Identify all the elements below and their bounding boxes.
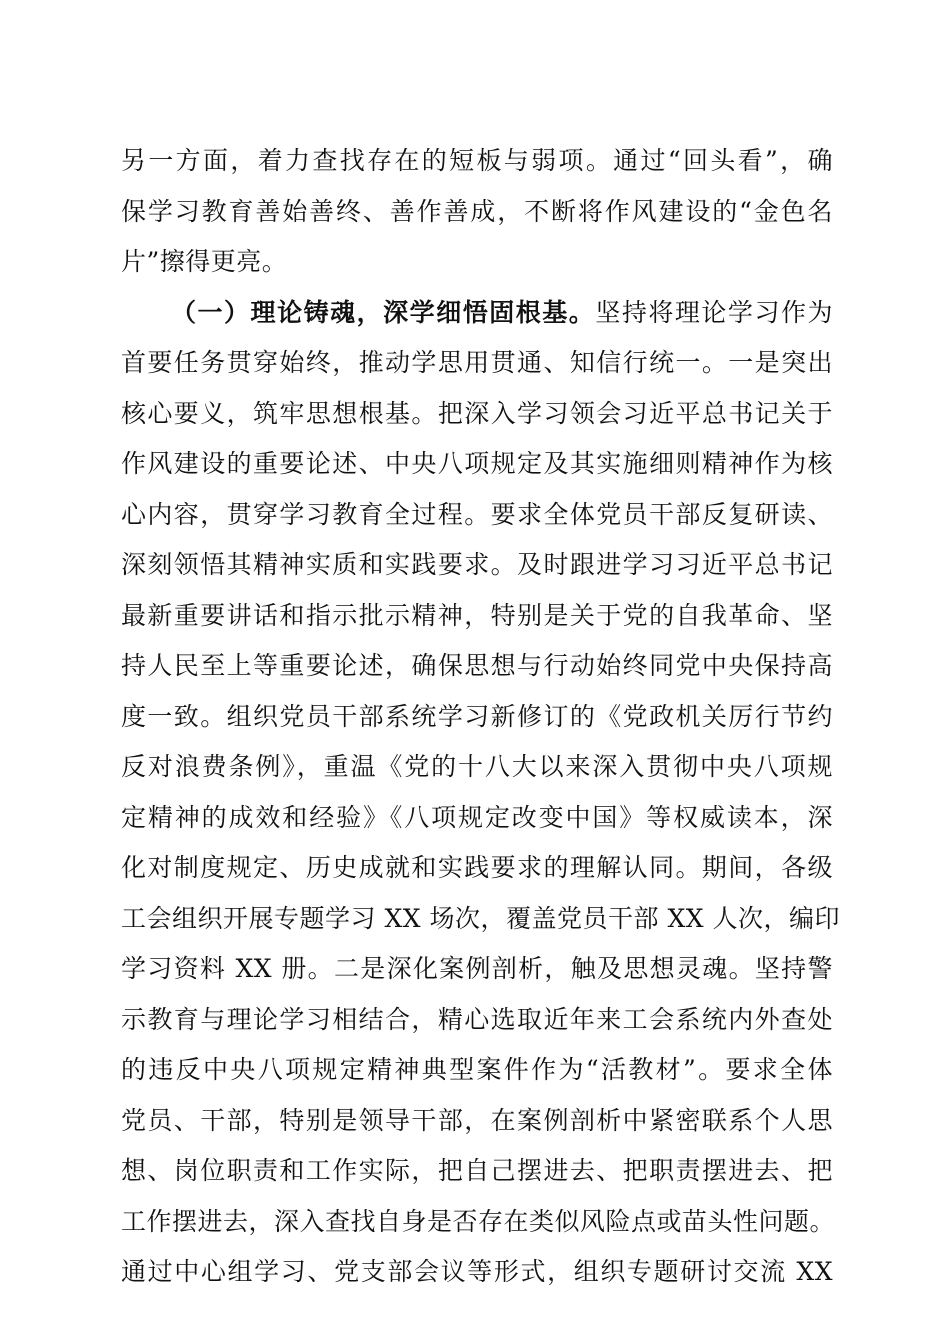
paragraph-line: 的违反中央八项规定精神典型案件作为“活教材”。要求全体	[121, 1055, 833, 1084]
paragraph-line-text: 坚持将理论学习作为	[595, 297, 833, 327]
paragraph-line: 通过中心组学习、党支部会议等形式，组织专题研讨交流 XX	[121, 1257, 833, 1286]
paragraph-line: 工会组织开展专题学习 XX 场次，覆盖党员干部 XX 人次，编印	[121, 903, 840, 933]
paragraph-line: 工作摆进去，深入查找自身是否存在类似风险点或苗头性问题。	[121, 1206, 836, 1236]
paragraph-line: 作风建设的重要论述、中央八项规定及其实施细则精神作为核	[121, 449, 833, 478]
section-heading-line	[121, 288, 833, 339]
paragraph-line: 最新重要讲话和指示批示精神，特别是关于党的自我革命、坚	[121, 600, 833, 630]
paragraph-line: 深刻领悟其精神实质和实践要求。及时跟进学习习近平总书记	[121, 550, 833, 579]
paragraph-line: 化对制度规定、历史成就和实践要求的理解认同。期间，各级	[121, 853, 833, 882]
paragraph-line: 首要任务贯穿始终，推动学思用贯通、知信行统一。一是突出	[121, 348, 833, 377]
paragraph-line: 核心要义，筑牢思想根基。把深入学习领会习近平总书记关于	[121, 398, 833, 428]
section-heading: （一）理论铸魂，深学细悟固根基。	[171, 297, 596, 327]
paragraph-line: 持人民至上等重要论述，确保思想与行动始终同党中央保持高	[121, 651, 833, 680]
paragraph-line: 反对浪费条例》，重温《党的十八大以来深入贯彻中央八项规	[121, 752, 833, 781]
paragraph-line: 心内容，贯穿学习教育全过程。要求全体党员干部反复研读、	[121, 499, 833, 529]
paragraph-line: 保学习教育善始善终、善作善成，不断将作风建设的“金色名	[121, 196, 833, 226]
paragraph-line: 另一方面，着力查找存在的短板与弱项。通过“回头看”，确	[121, 146, 833, 175]
paragraph-line: 片”擦得更亮。	[121, 247, 288, 276]
paragraph-line: 度一致。组织党员干部系统学习新修订的《党政机关厉行节约	[121, 701, 833, 731]
paragraph-line: 学习资料 XX 册。二是深化案例剖析，触及思想灵魂。坚持警	[121, 954, 833, 983]
paragraph-line: 想、岗位职责和工作实际，把自己摆进去、把职责摆进去、把	[121, 1156, 833, 1185]
paragraph-line: 示教育与理论学习相结合，精心选取近年来工会系统内外查处	[121, 1004, 833, 1034]
paragraph-line: 定精神的成效和经验》《八项规定改变中国》等权威读本，深	[121, 802, 833, 832]
document-body	[121, 136, 840, 1298]
paragraph-line: 党员、干部，特别是领导干部，在案例剖析中紧密联系个人思	[121, 1105, 833, 1135]
